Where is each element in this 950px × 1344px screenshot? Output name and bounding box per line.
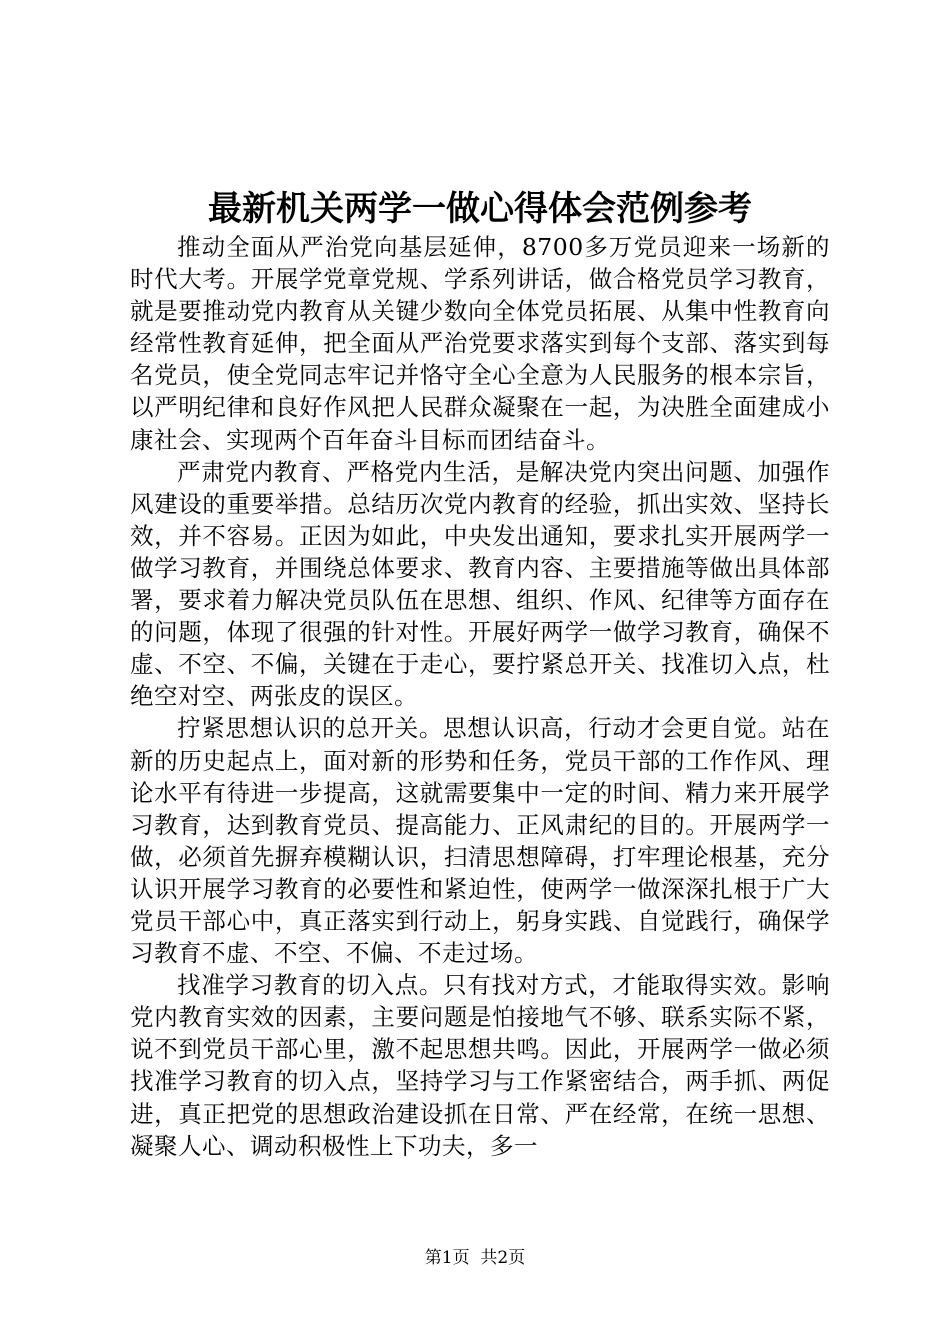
paragraph-2: 严肃党内教育、严格党内生活，是解决党内突出问题、加强作风建设的重要举措。总结历次党内教育的经验，抓出实效、坚持长效，并不容易。正因为如此，中央发出通知，要求扎实开展两学一做学习教育，并围绕总体要求、教育内容、主要措施等做出具体部署，要求着力解决党员队伍在思想、组织、作风、纪律等方面存在的问题，体现了很强的针对性。开展好两学一做学习教育，确保不虚、不空、不偏，关键在于走心，要拧紧总开关、找准切入点，杜绝空对空、两张皮的误区。: [130, 457, 830, 711]
document-title: 最新机关两学一做心得体会范例参考: [208, 189, 752, 229]
paragraph-1: 推动全面从严治党向基层延伸，8700多万党员迎来一场新的时代大考。开展学党章党规、学系列讲话，做合格党员学习教育，就是要推动党内教育从关键少数向全体党员拓展、从集中性教育向经常性教育延伸，把全面从严治党要求落实到每个支部、落实到每名党员，使全党同志牢记并恪守全心全意为人民服务的根本宗旨，以严明纪律和良好作风把人民群众凝聚在一起，为决胜全面建成小康社会、实现两个百年奋斗目标而团结奋斗。: [130, 233, 830, 454]
paragraph-4: 找准学习教育的切入点。只有找对方式，才能取得实效。影响党内教育实效的因素，主要问题是怕接地气不够、联系实际不紧，说不到党员干部心里，激不起思想共鸣。因此，开展两学一做必须找准学习教育的切入点，坚持学习与工作紧密结合，两手抓、两促进，真正把党的思想政治建设抓在日常、严在经常，在统一思想、凝聚人心、调动积极性上下功夫，多一: [130, 971, 830, 1160]
page-total: 共2页: [480, 1248, 526, 1268]
page-footer: [0, 1246, 950, 1270]
document-body: [130, 231, 830, 1162]
footer-spacer: [470, 1248, 481, 1268]
page-number: 第1页: [424, 1248, 470, 1268]
paragraph-3: 拧紧思想认识的总开关。思想认识高，行动才会更自觉。站在新的历史起点上，面对新的形势和任务，党员干部的工作作风、理论水平有待进一步提高，这就需要集中一定的时间、精力来开展学习教育，达到教育党员、提高能力、正风肃纪的目的。开展两学一做，必须首先摒弃模糊认识，扫清思想障碍，打牢理论根基，充分认识开展学习教育的必要性和紧迫性，使两学一做深深扎根于广大党员干部心中，真正落实到行动上，躬身实践、自觉践行，确保学习教育不虚、不空、不偏、不走过场。: [130, 714, 830, 968]
